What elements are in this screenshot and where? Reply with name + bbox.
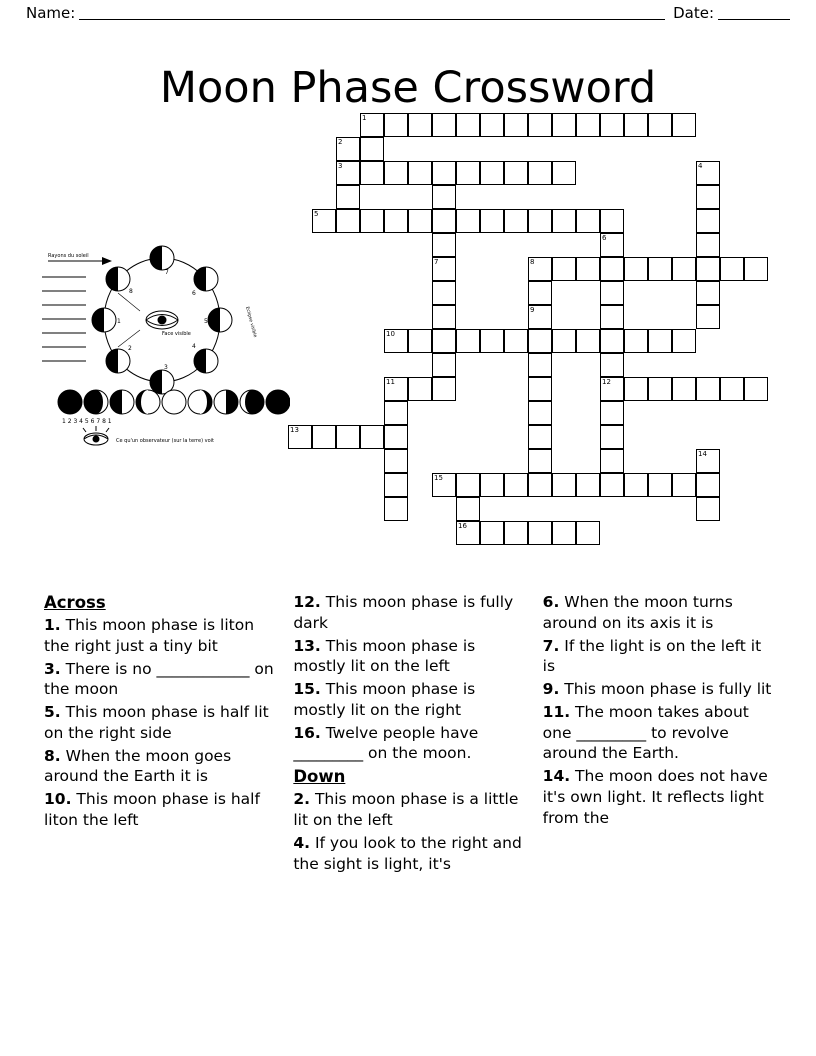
clue-item (543, 636, 774, 678)
grid-cell[interactable] (600, 353, 624, 377)
grid-cell[interactable] (528, 257, 552, 281)
grid-cell[interactable] (432, 113, 456, 137)
grid-cell[interactable] (504, 113, 528, 137)
grid-cell[interactable] (528, 425, 552, 449)
grid-cell[interactable] (408, 161, 432, 185)
grid-cell[interactable] (432, 473, 456, 497)
grid-cell[interactable] (648, 257, 672, 281)
grid-cell[interactable] (648, 377, 672, 401)
grid-cell[interactable] (528, 305, 552, 329)
grid-cell[interactable] (528, 161, 552, 185)
clue-text: This moon phase is mostly lit on the right (293, 680, 476, 719)
clue-text: This moon phase is fully lit (559, 680, 772, 699)
grid-cell[interactable] (456, 329, 480, 353)
clue-number: 6. (542, 593, 560, 611)
date-label: Date: (673, 4, 714, 22)
grid-cell[interactable] (696, 449, 720, 473)
grid-cell[interactable] (744, 257, 768, 281)
clue-text: The moon takes about one _________ to revolve around the Earth. (542, 702, 749, 763)
clue-column-2 (293, 592, 524, 952)
moon-phase-diagram (40, 235, 290, 460)
grid-cell[interactable] (600, 113, 624, 137)
svg-text:1: 1 (117, 318, 121, 325)
grid-cell[interactable] (600, 401, 624, 425)
grid-cell[interactable] (360, 209, 384, 233)
clue-item (543, 592, 774, 634)
grid-cell-number: 14 (698, 450, 707, 458)
clue-item (293, 679, 524, 721)
grid-cell[interactable] (432, 209, 456, 233)
grid-cell-number: 4 (698, 162, 703, 170)
grid-cell[interactable] (696, 257, 720, 281)
grid-cell-number: 15 (434, 474, 443, 482)
eclipse-label (244, 306, 258, 338)
clue-item (44, 702, 275, 744)
grid-cell[interactable] (552, 113, 576, 137)
grid-cell[interactable] (528, 209, 552, 233)
grid-cell[interactable] (648, 113, 672, 137)
clue-item (543, 679, 774, 700)
grid-cell[interactable] (432, 305, 456, 329)
grid-cell[interactable] (336, 185, 360, 209)
grid-cell[interactable] (720, 257, 744, 281)
grid-cell[interactable] (432, 257, 456, 281)
name-write-line[interactable] (79, 6, 665, 20)
grid-cell[interactable] (576, 257, 600, 281)
grid-cell[interactable] (600, 329, 624, 353)
svg-text:2: 2 (128, 345, 132, 352)
grid-cell[interactable] (600, 209, 624, 233)
grid-cell[interactable] (336, 209, 360, 233)
grid-cell[interactable] (480, 329, 504, 353)
grid-cell[interactable] (696, 209, 720, 233)
clue-item (293, 636, 524, 678)
svg-text:7: 7 (165, 269, 169, 276)
grid-cell[interactable] (528, 113, 552, 137)
grid-cell[interactable] (576, 473, 600, 497)
grid-cell[interactable] (480, 473, 504, 497)
grid-cell[interactable] (384, 497, 408, 521)
grid-cell[interactable] (504, 521, 528, 545)
clue-text: This moon phase is a little lit on the left (293, 790, 519, 829)
grid-cell[interactable] (600, 257, 624, 281)
grid-cell[interactable] (480, 209, 504, 233)
clue-item (44, 659, 275, 701)
grid-cell[interactable] (384, 209, 408, 233)
svg-text:4: 4 (192, 343, 196, 350)
clue-number: 14. (542, 767, 571, 786)
clue-item (293, 592, 524, 634)
grid-cell[interactable] (528, 401, 552, 425)
clue-number: 10. (44, 790, 72, 809)
grid-cell[interactable] (528, 377, 552, 401)
clue-number: 8. (44, 746, 61, 765)
phase-numbers: 1 2 3 4 5 6 7 8 1 (62, 418, 112, 425)
grid-cell[interactable] (432, 377, 456, 401)
grid-cell[interactable] (408, 377, 432, 401)
clue-item (293, 789, 524, 831)
grid-cell[interactable] (432, 233, 456, 257)
grid-cell[interactable] (360, 161, 384, 185)
grid-cell[interactable] (504, 473, 528, 497)
grid-cell-number: 13 (290, 426, 299, 434)
clue-number: 3. (44, 659, 61, 678)
grid-cell[interactable] (480, 521, 504, 545)
name-date-header (0, 0, 816, 26)
grid-cell[interactable] (648, 329, 672, 353)
grid-cell[interactable] (384, 113, 408, 137)
grid-cell[interactable] (384, 401, 408, 425)
clue-column-3 (543, 592, 774, 952)
clues-section (44, 592, 774, 952)
grid-cell[interactable] (456, 209, 480, 233)
grid-cell[interactable] (384, 377, 408, 401)
clue-text: This moon phase is half lit on the right side (44, 703, 269, 742)
grid-cell[interactable] (288, 425, 312, 449)
grid-cell[interactable] (624, 329, 648, 353)
clue-text: If you look to the right and the sight is light, it's (293, 833, 522, 873)
grid-cell[interactable] (648, 473, 672, 497)
clue-column-1 (44, 592, 275, 952)
grid-cell[interactable] (552, 161, 576, 185)
grid-cell[interactable] (456, 161, 480, 185)
grid-cell[interactable] (552, 257, 576, 281)
grid-cell[interactable] (672, 377, 696, 401)
grid-cell[interactable] (576, 329, 600, 353)
date-write-line[interactable] (718, 6, 790, 20)
grid-cell-number: 2 (338, 138, 343, 146)
clue-number: 11. (542, 702, 571, 721)
grid-cell[interactable] (384, 473, 408, 497)
grid-cell-number: 10 (386, 330, 395, 338)
grid-cell[interactable] (384, 161, 408, 185)
grid-cell[interactable] (696, 281, 720, 305)
svg-text:3: 3 (164, 364, 168, 371)
clue-item (44, 615, 275, 657)
grid-cell[interactable] (456, 521, 480, 545)
grid-cell[interactable] (600, 233, 624, 257)
grid-cell[interactable] (696, 305, 720, 329)
grid-cell[interactable] (696, 185, 720, 209)
grid-cell[interactable] (672, 257, 696, 281)
clue-number: 16. (293, 723, 321, 742)
grid-cell[interactable] (432, 353, 456, 377)
grid-cell[interactable] (576, 113, 600, 137)
grid-cell[interactable] (408, 329, 432, 353)
clue-number: 7. (542, 636, 560, 655)
clue-text: This moon phase is half liton the left (44, 790, 260, 829)
grid-cell[interactable] (504, 161, 528, 185)
clue-text: When the moon goes around the Earth it is (44, 746, 232, 786)
clue-text: This moon phase is mostly lit on the left (293, 636, 476, 676)
grid-cell[interactable] (696, 161, 720, 185)
visible-face-label: Face visible (162, 331, 191, 337)
clue-number: 1. (44, 616, 61, 635)
svg-text:8: 8 (129, 288, 133, 295)
grid-cell-number: 3 (338, 162, 343, 170)
grid-cell[interactable] (528, 353, 552, 377)
grid-cell[interactable] (408, 209, 432, 233)
grid-cell[interactable] (432, 329, 456, 353)
grid-cell[interactable] (408, 113, 432, 137)
name-label: Name: (26, 4, 76, 22)
grid-cell[interactable] (504, 209, 528, 233)
grid-cell[interactable] (384, 425, 408, 449)
clue-number: 4. (293, 833, 311, 852)
grid-cell-number: 6 (602, 234, 607, 242)
grid-cell[interactable] (528, 329, 552, 353)
grid-cell-number: 7 (434, 258, 439, 266)
grid-cell[interactable] (672, 329, 696, 353)
clue-text: This moon phase is fully dark (293, 593, 514, 632)
clue-text: The moon does not have it's own light. It reflects light from the (542, 767, 768, 827)
clue-number: 13. (293, 636, 321, 655)
grid-cell[interactable] (456, 473, 480, 497)
grid-cell[interactable] (600, 377, 624, 401)
clue-text: Twelve people have _________ on the moon. (293, 723, 479, 763)
clue-text: This moon phase is liton the right just a tiny bit (44, 616, 255, 655)
grid-cell-number: 11 (386, 378, 395, 386)
grid-cell[interactable] (480, 161, 504, 185)
clue-item (44, 789, 275, 831)
clue-item (293, 723, 524, 765)
grid-cell[interactable] (552, 209, 576, 233)
clue-text: If the light is on the left it is (542, 636, 762, 676)
grid-cell[interactable] (480, 113, 504, 137)
grid-cell-number: 12 (602, 378, 611, 386)
grid-cell[interactable] (360, 425, 384, 449)
grid-cell[interactable] (624, 377, 648, 401)
grid-cell[interactable] (624, 257, 648, 281)
clue-item (44, 746, 275, 788)
grid-cell[interactable] (576, 209, 600, 233)
grid-cell[interactable] (336, 425, 360, 449)
grid-cell[interactable] (696, 497, 720, 521)
crossword-grid[interactable] (285, 105, 785, 550)
grid-cell[interactable] (720, 377, 744, 401)
grid-cell[interactable] (624, 113, 648, 137)
grid-cell[interactable] (360, 137, 384, 161)
clue-number: 2. (293, 790, 311, 809)
grid-cell[interactable] (432, 185, 456, 209)
grid-cell[interactable] (432, 161, 456, 185)
grid-cell[interactable] (384, 329, 408, 353)
grid-cell[interactable] (528, 281, 552, 305)
page-title: Moon Phase Crossword (159, 62, 657, 113)
grid-cell[interactable] (600, 425, 624, 449)
clue-number: 12. (293, 593, 321, 611)
grid-cell[interactable] (600, 473, 624, 497)
svg-text:5: 5 (204, 318, 208, 325)
grid-cell[interactable] (744, 377, 768, 401)
clue-text: When the moon turns around on its axis it is (542, 593, 733, 632)
grid-cell[interactable] (312, 209, 336, 233)
grid-cell[interactable] (528, 473, 552, 497)
grid-cell-number: 5 (314, 210, 319, 218)
grid-cell[interactable] (432, 281, 456, 305)
clues-heading: Across (44, 593, 106, 612)
clues-heading: Down (293, 767, 346, 787)
grid-cell[interactable] (528, 521, 552, 545)
grid-cell-number: 1 (362, 114, 367, 122)
grid-cell[interactable] (336, 161, 360, 185)
clue-number: 5. (44, 703, 61, 722)
sun-rays-label: Rayons du soleil (48, 253, 89, 259)
grid-cell[interactable] (672, 113, 696, 137)
grid-cell[interactable] (576, 521, 600, 545)
grid-cell[interactable] (552, 521, 576, 545)
grid-cell[interactable] (360, 113, 384, 137)
grid-cell[interactable] (624, 473, 648, 497)
svg-text:Eclipse visible: Eclipse visible (244, 306, 258, 339)
grid-cell[interactable] (552, 329, 576, 353)
grid-cell-number: 8 (530, 258, 535, 266)
grid-cell[interactable] (552, 473, 576, 497)
clue-text: There is no ____________ on the moon (44, 659, 274, 699)
grid-cell[interactable] (600, 281, 624, 305)
grid-cell[interactable] (456, 497, 480, 521)
clue-number: 9. (542, 680, 560, 699)
svg-text:6: 6 (192, 290, 196, 297)
grid-cell[interactable] (528, 449, 552, 473)
clue-number: 15. (293, 680, 321, 699)
grid-cell[interactable] (600, 449, 624, 473)
grid-cell[interactable] (336, 137, 360, 161)
grid-cell-number: 9 (530, 306, 535, 314)
clue-item (543, 702, 774, 764)
observer-label: Ce qu'un observateur (sur la terre) voit (116, 438, 214, 444)
grid-cell[interactable] (456, 113, 480, 137)
grid-cell[interactable] (384, 449, 408, 473)
clue-item (543, 766, 774, 828)
clue-item (293, 833, 524, 875)
grid-cell[interactable] (672, 473, 696, 497)
grid-cell[interactable] (696, 377, 720, 401)
grid-cell[interactable] (504, 329, 528, 353)
grid-cell[interactable] (312, 425, 336, 449)
grid-cell[interactable] (696, 233, 720, 257)
grid-cell[interactable] (600, 305, 624, 329)
grid-cell[interactable] (696, 473, 720, 497)
grid-cell-number: 16 (458, 522, 467, 530)
